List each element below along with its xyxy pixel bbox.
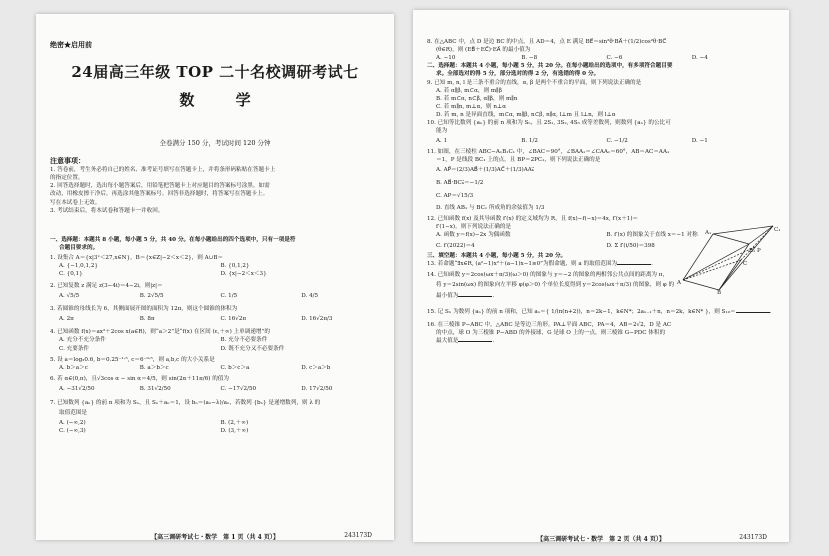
question-stem-tail: 最大值是 — [436, 338, 459, 345]
confidential-label: 绝密★启用前 — [50, 40, 92, 49]
section-heading: 一、选择题：本题共 8 小题，每小题 5 分，共 40 分。在每小题给出的四个选项中，只有一项是符 — [50, 237, 296, 243]
option: A. −10 — [436, 55, 456, 62]
question-stem: 15. 记 Sₙ 为数列 {aₙ} 的前 n 项和，已知 aₙ＝{ 1/(n(n+2))，n＝2k−1，k∈N*；2aₙ₋₁＋n，n＝2k，k∈N* }，则 S₁₀＝ — [427, 308, 736, 315]
question-16 — [427, 321, 777, 345]
exam-page-2 — [413, 10, 789, 542]
option: D. 16√2π/3 — [301, 316, 333, 323]
option: D. −4 — [691, 55, 708, 62]
option: C. {0,1} — [59, 271, 83, 278]
question-stem: 1. 设集合 A＝{x|3ˣ＜27,x∈N}，B＝{x∈Z|−2＜x＜2}，则 A∪B＝ — [50, 255, 224, 262]
edge-AA1 — [683, 234, 713, 280]
option: A. 若 α∥β, m⊂α，则 m∥β — [436, 87, 502, 94]
edge-BB1 — [719, 244, 749, 290]
question-stem: 4. 已知函数 f(x)＝ax²＋2cos x(a∈R)，则“a＞2”是“f(x) 在区间 (ε,＋∞) 上单调递增”的 — [50, 329, 270, 336]
notice-line: 1. 答卷前，考生务必将自己的姓名、准考证号填写在答题卡上，并将条形码粘贴在答题卡上 — [50, 167, 276, 174]
question-11 — [427, 148, 777, 216]
question-stem: 2. 已知复数 z 满足 z(3−4i)＝4−2i，则|z|＝ — [50, 282, 163, 289]
vertex-label: A₁ — [705, 230, 712, 236]
footer-code: 243173D — [344, 532, 372, 539]
option: D. 4/5 — [301, 292, 319, 299]
option: A. b＞a＞c — [59, 364, 88, 371]
option: B. 充分不必要条件 — [220, 337, 268, 344]
section-heading: 二、选择题：本题共 4 小题，每小题 5 分，共 20 分。在每小题给出的选项中，有多项符合题目要 — [427, 63, 673, 70]
question-stem: 16. 在三棱锥 P−ABC 中，△ABC 是等边三角形，PA⊥平面 ABC，PA＝4，AB＝2√2，D 是 AC — [427, 321, 672, 328]
footer-code: 243173D — [739, 534, 767, 541]
option: D. c＞a＞b — [301, 364, 331, 371]
option: D. Σ f′(i/50)＝398 — [606, 242, 655, 249]
option: C. b＞c＞a — [220, 364, 250, 371]
answer-blank — [617, 260, 651, 265]
vertex-label: P — [757, 248, 761, 254]
option: C. −1/2 — [606, 138, 628, 145]
option: A. 1 — [436, 138, 448, 145]
question-stem-cont: f′(1−x)，则下列说法正确的是 — [436, 224, 512, 231]
question-4 — [50, 328, 382, 352]
question-stem-cont: 能为 — [436, 128, 448, 135]
subject-title: 数 学 — [179, 91, 269, 109]
question-5 — [50, 356, 382, 372]
option: A. 2π — [59, 316, 74, 323]
question-stem-cont: 将 y＝2sin(ωx) 的图象向左平移 φ(φ＞0) 个单位长度得到 y＝2cos(ωx＋π/3) 的图象，则 φ 的 — [436, 282, 675, 289]
section-1 — [50, 236, 382, 435]
section-heading-cont: 合题目要求的。 — [59, 245, 99, 252]
notice-line: 的指定位置。 — [50, 175, 84, 182]
option: C. 若 m∥n, m⊥α，则 n⊥α — [436, 103, 507, 110]
vertex-label: B — [717, 290, 722, 294]
option: B. (2,＋∞) — [220, 419, 249, 426]
question-stem: 10. 已知等比数列 {aₙ} 的前 n 项和为 Sₙ，且 2S₁, 3S₂, 4S₃ 成等差数列，则数列 {aₙ} 的公比可 — [427, 120, 671, 127]
option: B. f′(x) 的图象关于直线 x＝−1 对称 — [606, 232, 698, 239]
question-stem: 13. 若命题“∃x∈R, (a²−1)x²＋(a−1)x−1≥0”为假命题，则 a 的取值范围为 — [427, 261, 618, 267]
exam-title: 24届高三年级 TOP 二十名校调研考试七 — [71, 63, 359, 81]
question-15: 15. 记 Sₙ 为数列 {aₙ} 的前 n 项和，已知 aₙ＝{ 1/(n(n+2))，n＝2k−1，k∈N*；2aₙ₋₁＋n，n＝2k，k∈N* }，则 S₁₀＝ . — [427, 308, 772, 315]
vertex-label: A — [677, 280, 681, 286]
question-stem-cont: 取值范围是 — [59, 409, 87, 416]
notice-block — [50, 156, 382, 215]
question-6 — [50, 375, 382, 397]
option: C. 1/5 — [220, 292, 238, 299]
footer-page-info: 【高三调研考试七・数学 第 1 页（共 4 页）】 — [151, 534, 279, 540]
option: B. −8 — [521, 55, 538, 62]
vertex-label: C — [743, 261, 748, 267]
option: D. 直线 AB₁ 与 BC₁ 所成角的余弦值为 1/3 — [436, 205, 545, 212]
question-stem: 8. 在△ABC 中，点 D 是边 BC 的中点，且 AD＝4，点 E 满足 BE⃗＝sin²θ·BA⃗＋(1/2)cos²θ·BC⃗ — [427, 39, 667, 45]
option: D. (3,＋∞) — [220, 427, 249, 434]
question-stem: 12. 已知函数 f(x) 及其导函数 f′(x) 的定义域均为 R，且 f(x)−f(−x)＝4x, f′(x＋1)＝ — [427, 216, 639, 223]
answer-blank — [736, 308, 770, 313]
prism-figure — [675, 222, 781, 294]
option: A. √5/5 — [59, 292, 80, 299]
answer-blank — [458, 292, 492, 297]
question-stem: 11. 如图，在三棱柱 ABC−A₁B₁C₁ 中，∠BAC＝90°，∠BAA₁＝∠CAA₁＝60°，AB＝AC＝AA₁ — [427, 148, 670, 155]
notice-line: 2. 回答选择题时，选出每小题答案后，用铅笔把答题卡上对应题目的答案标号涂黑。如需 — [50, 183, 270, 190]
vertex-label: C₁ — [774, 227, 781, 233]
section-heading-cont: 求。全部选对的得 5 分，部分选对的得 2 分，有选错的得 0 分。 — [436, 71, 600, 78]
option: D. 17√2/50 — [301, 386, 333, 393]
question-stem: 7. 已知数列 {aₙ} 的前 n 项和为 Sₙ，且 Sₙ＋aₙ＝1，设 bₙ＝(aₙ−λ)/aₙ，若数列 {bₙ} 是递增数列，则 λ 的 — [50, 400, 321, 407]
vertex-label: B₁ — [749, 248, 756, 254]
question-stem-cont: 最大值是 . — [436, 338, 495, 345]
option: C. −6 — [606, 55, 623, 62]
question-9 — [427, 79, 777, 120]
question-stem: 6. 若 α∈(0,π)，且√3cos α − sin α＝4/5，则 sin(2α＋11π/6) 的值为 — [50, 375, 229, 382]
notice-line: 改动，用橡皮擦干净后，再选涂其他答案标号。回答非选择题时，将答案写在答题卡上。 — [50, 191, 269, 198]
answer-blank — [458, 337, 492, 342]
question-13: 13. 若命题“∃x∈R, (a²−1)x²＋(a−1)x−1≥0”为假命题，则 a 的取值范围为 . — [427, 261, 653, 267]
option: B. {0,1,2} — [220, 263, 250, 270]
question-7 — [50, 399, 382, 435]
option: A. AP⃗＝(2/3)AB⃗＋(1/3)AC⃗＋(1/3)AA₁⃗ — [436, 166, 535, 173]
option: A. −31√2/50 — [59, 386, 95, 393]
edge-A1B1 — [713, 234, 749, 244]
question-stem-tail: 最小值为 — [436, 292, 459, 299]
option: A. 充分不充分条件 — [59, 337, 106, 344]
question-stem: 5. 设 a＝log₃0.6, b＝0.25⁻¹·⁵, c＝6⁻⁰·⁵，则 a,b,c 的大小关系是 — [50, 356, 215, 363]
option: B. AB⃗·BC₁⃗＝−1/2 — [436, 179, 484, 186]
question-3 — [50, 305, 382, 325]
option: C. 充要条件 — [59, 345, 90, 352]
exam-page-1 — [36, 14, 394, 540]
question-10 — [427, 119, 777, 148]
edge-AB — [683, 280, 719, 290]
notice-line: 写在本试卷上无效。 — [50, 199, 101, 206]
option: A. {−1,0,1,2} — [59, 263, 98, 270]
option: B. 若 m⊂α, n⊂β, α∥β，则 m∥n — [436, 95, 518, 102]
question-stem: 14. 已知函数 y＝2cos(ωx＋π/3)(ω＞0) 的图象与 y＝−2 的图象的两相邻公共点间的距离为 π， — [427, 272, 669, 279]
footer-page-info: 【高三调研考试七・数学 第 2 页（共 4 页）】 — [537, 536, 665, 542]
section-heading: 三、填空题：本题共 4 小题，每小题 5 分，共 20 分。 — [427, 252, 567, 259]
question-stem: 9. 已知 m, n, l 是三条不重合的直线，α, β 是两个不重合的平面，则下列说法正确的是 — [427, 79, 642, 86]
question-8 — [427, 38, 777, 62]
notice-title: 注意事项： — [50, 156, 85, 165]
option: B. 2√5/5 — [139, 292, 164, 299]
option: B. 31√2/50 — [139, 386, 171, 393]
segment-BC1 — [719, 226, 773, 290]
right-content — [427, 38, 777, 345]
option: C. (−∞,3) — [59, 427, 86, 434]
option: C. 16√2π — [220, 316, 247, 323]
option: D. −1 — [691, 138, 708, 145]
question-stem-cont: (θ∈R)，则 (EB⃗＋EC⃗)·EA⃗ 的最小值为 — [436, 47, 531, 54]
option: B. 1/2 — [521, 138, 538, 145]
option: A. (−∞,2) — [59, 419, 86, 426]
question-stem-cont: 最小值为 . — [436, 292, 495, 299]
option: B. 8π — [139, 316, 155, 323]
question-stem-cont: ＝1，P 是线段 BC₁ 上的点，且 BP＝2PC₁，则下列说法正确的是 — [436, 156, 601, 163]
question-1 — [50, 254, 382, 278]
option: D. 若 m, n 是异面直线，m⊂α, m∥β, n⊂β, n∥α, l⊥m 且 l⊥n，则 l⊥α — [436, 111, 616, 118]
question-stem: 3. 若圆锥的母线长为 6，其侧面展开图的面积为 12π，则这个圆锥的体积为 — [50, 305, 238, 312]
option: D. 既不充分又不必要条件 — [220, 345, 285, 352]
option: D. {x|−2＜x＜3} — [220, 271, 267, 278]
question-stem-cont: 的中点，球 O 为三棱锥 P−ABD 的外接球，G 是球 O 上的一点，则三棱锥 G−PDC 体积的 — [436, 330, 666, 337]
option: B. a＞b＞c — [139, 364, 169, 371]
option: C. AP＝√15/3 — [436, 192, 474, 199]
question-2 — [50, 282, 382, 302]
notice-line: 3. 考试结束后，将本试卷和答题卡一并收回。 — [50, 207, 164, 214]
option: C. −17√2/50 — [220, 386, 257, 393]
option: A. 函数 y＝f(x)−2x 为偶函数 — [436, 232, 511, 239]
option: C. f′(2022)＝4 — [436, 242, 475, 249]
exam-meta: 全卷满分 150 分，考试时间 120 分钟 — [159, 139, 271, 147]
